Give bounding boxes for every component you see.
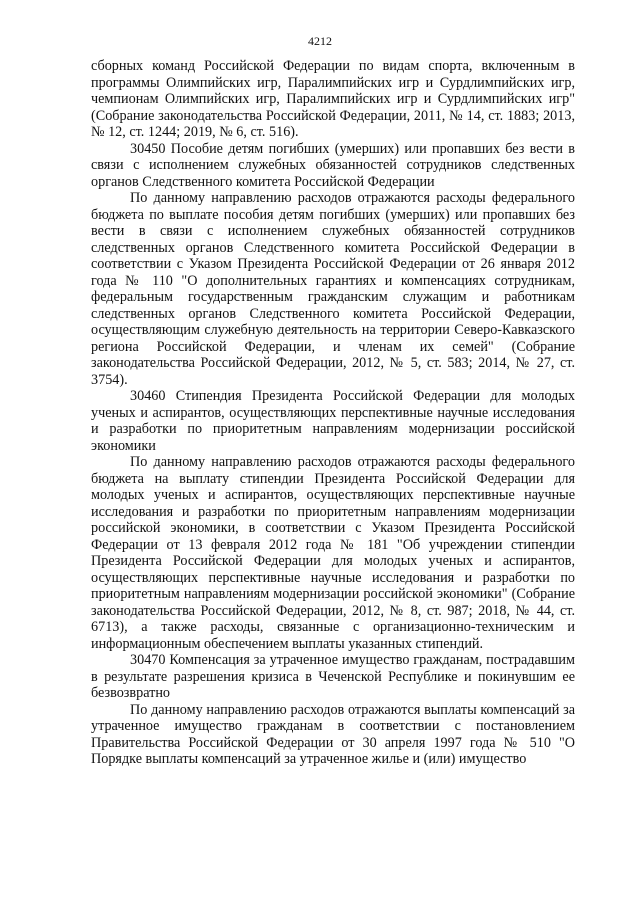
paragraph-continuation: сборных команд Российской Федерации по видам спорта, включенным в программы Олимпийских игр, Паралимпийских игр и Сурдлимпийских игр, чемпионам Олимпийских игр, Паралимпийских игр и Сурдлимпийских игр" (Собрание законодательства Российской Федерации, 2011, № 14, ст. 1883; 2013, № 12, ст. 1244; 2019, № 6, ст. 516). [91,58,575,140]
page-number: 4212 [308,34,332,48]
paragraph-heading-30470: 30470 Компенсация за утраченное имущество гражданам, пострадавшим в результате разрешения кризиса в Чеченской Республике и покинувшим ее безвозвратно [91,652,575,701]
paragraph-description-30470: По данному направлению расходов отражаются выплаты компенсаций за утраченное имущество гражданам в соответствии с постановлением Правительства Российской Федерации от 30 апреля 1997 года № 510 "О Порядке выплаты компенсаций за утраченное жилье и (или) имущество [91,701,575,767]
paragraph-description-30450: По данному направлению расходов отражаются расходы федерального бюджета по выплате пособия детям погибших (умерших) или пропавших без вести в связи с исполнением служебных обязанностей сотрудников следственных органов Следственного комитета Российской Федерации в соответствии с Указом Президента Российской Федерации от 26 января 2012 года № 110 "О дополнительных гарантиях и компенсациях сотрудникам, федеральным государственным гражданским служащим и работникам следственных органов Следственного комитета Российской Федерации, осуществляющим служебную деятельность на территории Северо-Кавказского региона Российской Федерации, и членам их семей" (Собрание законодательства Российской Федерации, 2012, № 5, ст. 583; 2014, № 27, ст. 3754). [91,190,575,388]
document-body [91,58,575,768]
paragraph-heading-30460: 30460 Стипендия Президента Российской Федерации для молодых ученых и аспирантов, осуществляющих перспективные научные исследования и разработки по приоритетным направлениям модернизации российской экономики [91,388,575,454]
paragraph-heading-30450: 30450 Пособие детям погибших (умерших) или пропавших без вести в связи с исполнением служебных обязанностей сотрудников следственных органов Следственного комитета Российской Федерации [91,140,575,190]
paragraph-description-30460: По данному направлению расходов отражаются расходы федерального бюджета на выплату стипендии Президента Российской Федерации для молодых ученых и аспирантов, осуществляющих перспективные научные исследования и разработки по приоритетным направлениям модернизации российской экономики, в соответствии с Указом Президента Российской Федерации от 13 февраля 2012 года № 181 "Об учреждении стипендии Президента Российской Федерации для молодых ученых и аспирантов, осуществляющих перспективные научные исследования и разработки по приоритетным направлениям модернизации российской экономики" (Собрание законодательства Российской Федерации, 2012, № 8, ст. 987; 2018, № 44, ст. 6713), а также расходы, связанные с организационно-техническим и информационным обеспечением выплаты указанных стипендий. [91,454,575,652]
